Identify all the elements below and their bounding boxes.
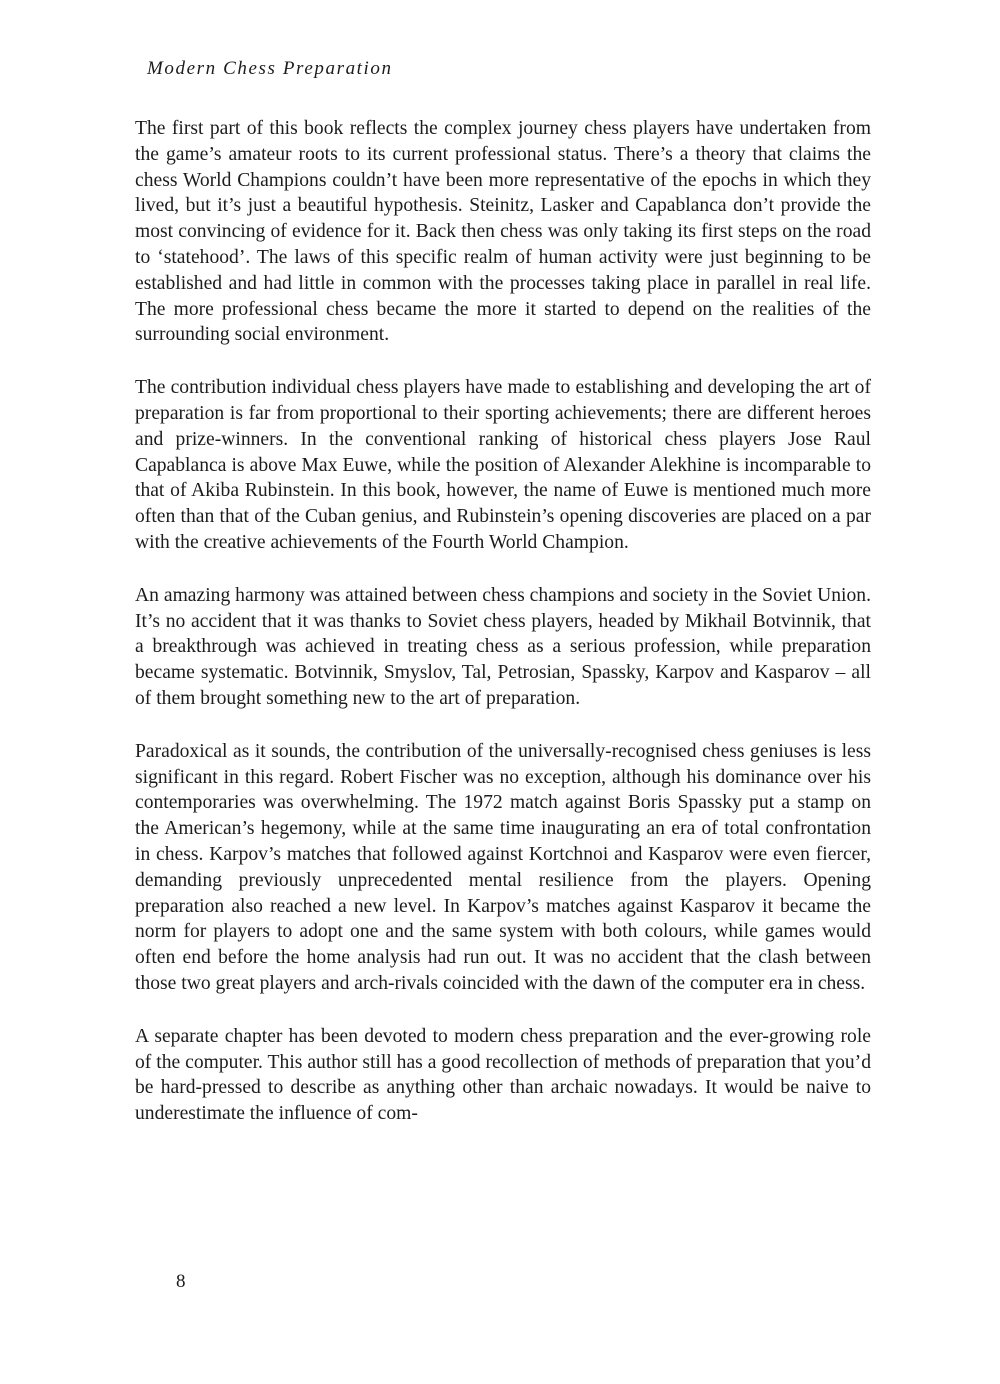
paragraph-5: A separate chapter has been devoted to modern chess preparation and the ever-growing role of the computer. This author still has a good recollection of methods of preparation that you’d be hard-pressed to describe as anything other than archaic nowadays. It would be naive to underestimate the influence of com-: [135, 1025, 871, 1125]
running-head: Modern Chess Preparation: [147, 58, 393, 79]
paragraph-4: Paradoxical as it sounds, the contribution of the universally-recognised chess geniuses is less significant in this regard. Robert Fischer was no exception, although his dominance over his contemporaries was overwhelming. The 1972 match against Boris Spassky put a stamp on the American’s hegemony, while at the same time inaugurating an era of total confrontation in chess. Karpov’s matches that followed against Kortchnoi and Kasparov were even fiercer, demanding previously unprecedented mental resilience from the players. Opening preparation also reached a new level. In Karpov’s matches against Kasparov it became the norm for players to adopt one and the same system with both colours, while games would often end before the home analysis had run out. It was no accident that the clash between those two great players and arch-rivals coincided with the dawn of the computer era in chess.: [135, 740, 871, 994]
paragraph-2: The contribution individual chess players have made to establishing and developing the art of preparation is far from proportional to their sporting achievements; there are different heroes and prize-winners. In the conventional ranking of historical chess players Jose Raul Capablanca is above Max Euwe, while the position of Alexander Alekhine is incomparable to that of Akiba Rubinstein. In this book, however, the name of Euwe is mentioned much more often than that of the Cuban genius, and Rubinstein’s opening discoveries are placed on a par with the creative achievements of the Fourth World Champion.: [135, 377, 871, 553]
paragraph-3: An amazing harmony was attained between chess champions and society in the Soviet Union. It’s no accident that it was thanks to Soviet chess players, headed by Mikhail Botvinnik, that a breakthrough was achieved in treating chess as a serious profession, while preparation became systematic. Botvinnik, Smyslov, Tal, Petrosian, Spassky, Karpov and Kasparov – all of them brought something new to the art of preparation.: [135, 584, 871, 709]
body-text: [135, 116, 871, 1154]
paragraph-1: The first part of this book reflects the complex journey chess players have undertaken from the game’s amateur roots to its current professional status. There’s a theory that claims the chess World Champions couldn’t have been more representative of the epochs in which they lived, but it’s just a beautiful hypothesis. Steinitz, Lasker and Capablanca don’t provide the most convincing of evidence for it. Back then chess was only taking its first steps on the road to ‘statehood’. The laws of this specific realm of human activity were just beginning to be established and had little in common with the processes taking place in parallel in real life. The more professional chess became the more it started to depend on the realities of the surrounding social environment.: [135, 118, 871, 346]
page-number: 8: [176, 1271, 186, 1292]
